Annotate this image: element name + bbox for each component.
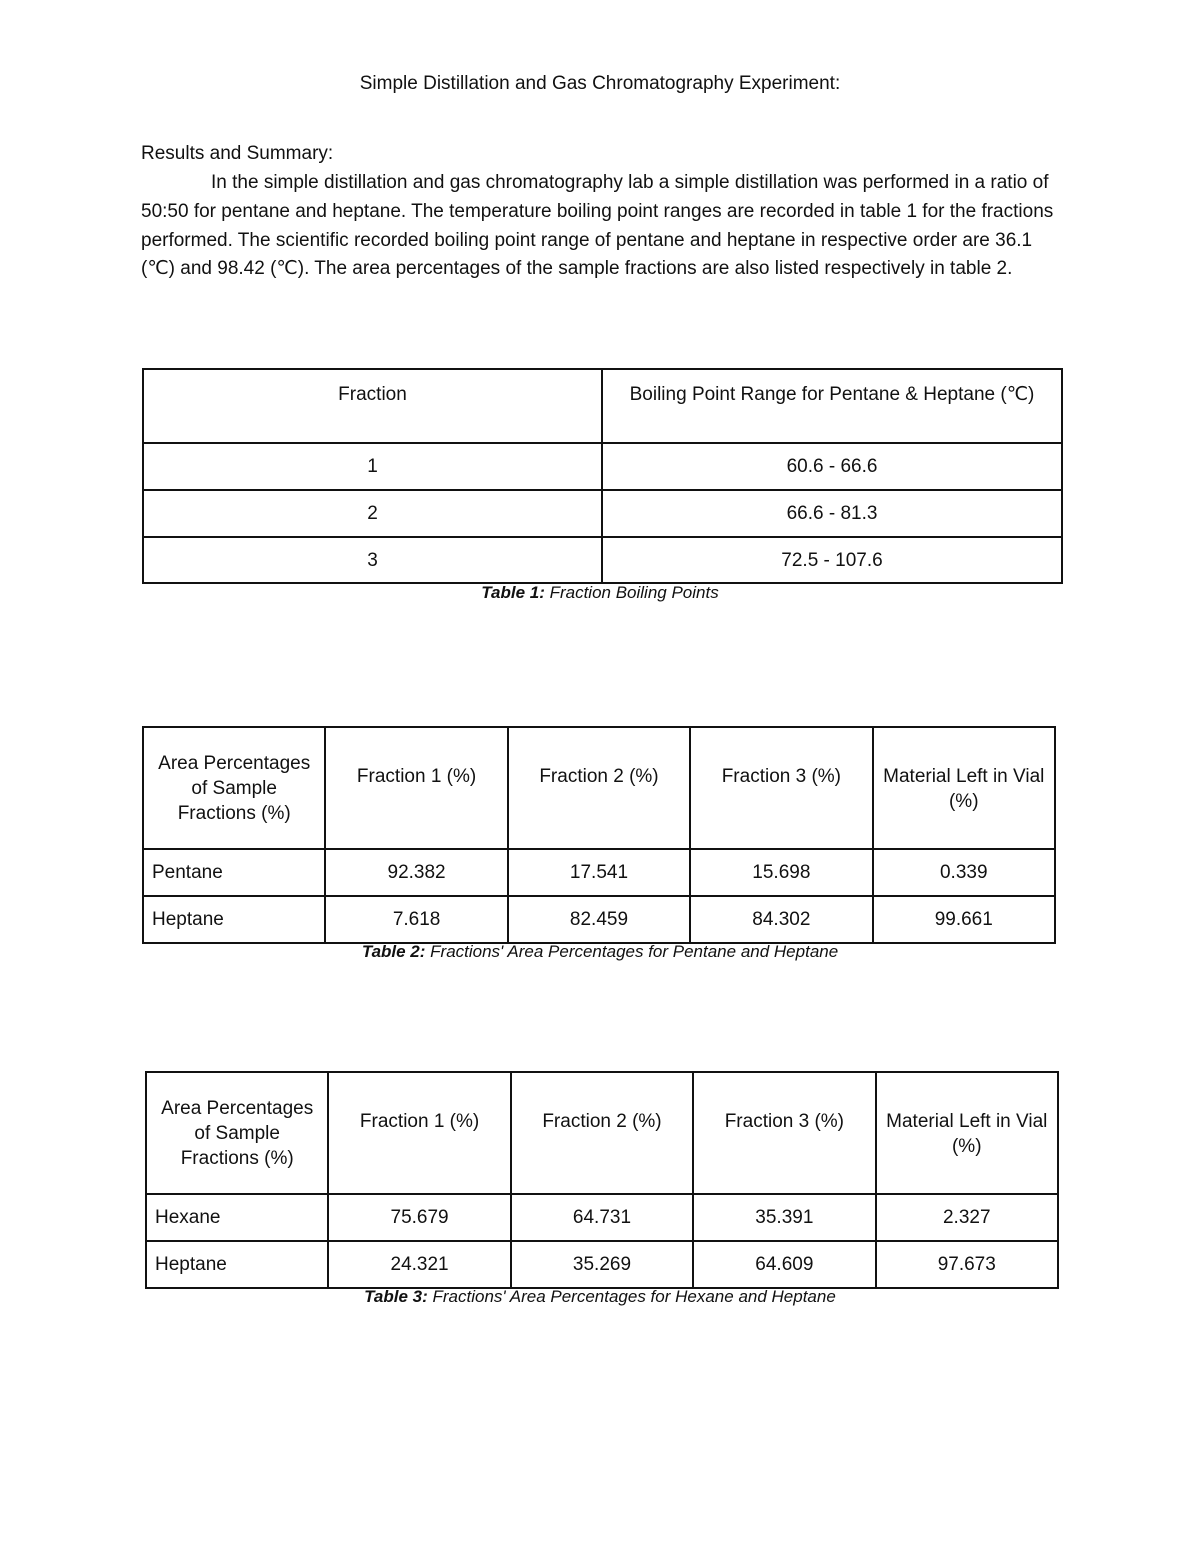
table-header-row [143, 727, 1055, 849]
column-header: Fraction 1 (%) [325, 727, 507, 849]
pentane-heptane-table [142, 726, 1056, 944]
table-cell: 1 [143, 443, 602, 490]
row-label: Heptane [143, 896, 325, 943]
table-cell: 60.6 - 66.6 [602, 443, 1062, 490]
table-row [143, 490, 1062, 537]
table-caption [0, 582, 1200, 604]
row-label: Hexane [146, 1194, 328, 1241]
table-cell: 92.382 [325, 849, 507, 896]
boiling-point-table [142, 368, 1063, 584]
table-cell: 3 [143, 537, 602, 583]
table-cell: 84.302 [690, 896, 872, 943]
column-header: Material Left in Vial (%) [876, 1072, 1058, 1194]
row-label: Pentane [143, 849, 325, 896]
summary-paragraph: In the simple distillation and gas chromatography lab a simple distillation was performed in a ratio of 50:50 for pentane and heptane. The temperature boiling point ranges are recorded in table 1 for the fractions performed. The scientific recorded boiling point range of pentane and heptane in respective order are 36.1 (℃) and 98.42 (℃). The area percentages of the sample fractions are also listed respectively in table 2. [141, 172, 1054, 280]
table-caption [0, 1286, 1200, 1308]
caption-label: Table 1: [481, 583, 545, 602]
table-header-row [146, 1072, 1058, 1194]
caption-text: Fractions' Area Percentages for Hexane and Heptane [427, 1287, 836, 1306]
section-heading: Results and Summary: [141, 143, 334, 164]
column-header: Area Percentages of Sample Fractions (%) [146, 1072, 328, 1194]
table-cell: 2 [143, 490, 602, 537]
table-caption [0, 941, 1200, 963]
caption-text: Fractions' Area Percentages for Pentane and Heptane [425, 942, 839, 961]
column-header: Fraction 3 (%) [693, 1072, 875, 1194]
table-cell: 64.731 [511, 1194, 693, 1241]
table-cell: 97.673 [876, 1241, 1058, 1288]
column-header: Fraction [143, 369, 602, 443]
row-label: Heptane [146, 1241, 328, 1288]
column-header: Boiling Point Range for Pentane & Heptane (℃) [602, 369, 1062, 443]
caption-label: Table 3: [364, 1287, 428, 1306]
table-cell: 64.609 [693, 1241, 875, 1288]
column-header: Area Percentages of Sample Fractions (%) [143, 727, 325, 849]
table-cell: 2.327 [876, 1194, 1058, 1241]
page-title: Simple Distillation and Gas Chromatography Experiment: [359, 73, 841, 94]
column-header: Fraction 2 (%) [508, 727, 690, 849]
table-cell: 35.391 [693, 1194, 875, 1241]
table-cell: 24.321 [328, 1241, 510, 1288]
hexane-heptane-table [145, 1071, 1059, 1289]
table-cell: 35.269 [511, 1241, 693, 1288]
table-row [143, 443, 1062, 490]
table-row [146, 1241, 1058, 1288]
table-cell: 82.459 [508, 896, 690, 943]
table-row [143, 537, 1062, 583]
table-row [146, 1194, 1058, 1241]
column-header: Fraction 3 (%) [690, 727, 872, 849]
table-cell: 15.698 [690, 849, 872, 896]
table-cell: 66.6 - 81.3 [602, 490, 1062, 537]
table-cell: 99.661 [873, 896, 1055, 943]
table-cell: 7.618 [325, 896, 507, 943]
table-cell: 75.679 [328, 1194, 510, 1241]
column-header: Fraction 1 (%) [328, 1072, 510, 1194]
table-cell: 17.541 [508, 849, 690, 896]
caption-text: Fraction Boiling Points [544, 583, 719, 602]
caption-label: Table 2: [361, 942, 426, 961]
column-header: Material Left in Vial (%) [873, 727, 1055, 849]
table-cell: 0.339 [873, 849, 1055, 896]
table-row [143, 896, 1055, 943]
table-header-row [143, 369, 1062, 443]
table-row [143, 849, 1055, 896]
table-cell: 72.5 - 107.6 [602, 537, 1062, 583]
column-header: Fraction 2 (%) [511, 1072, 693, 1194]
